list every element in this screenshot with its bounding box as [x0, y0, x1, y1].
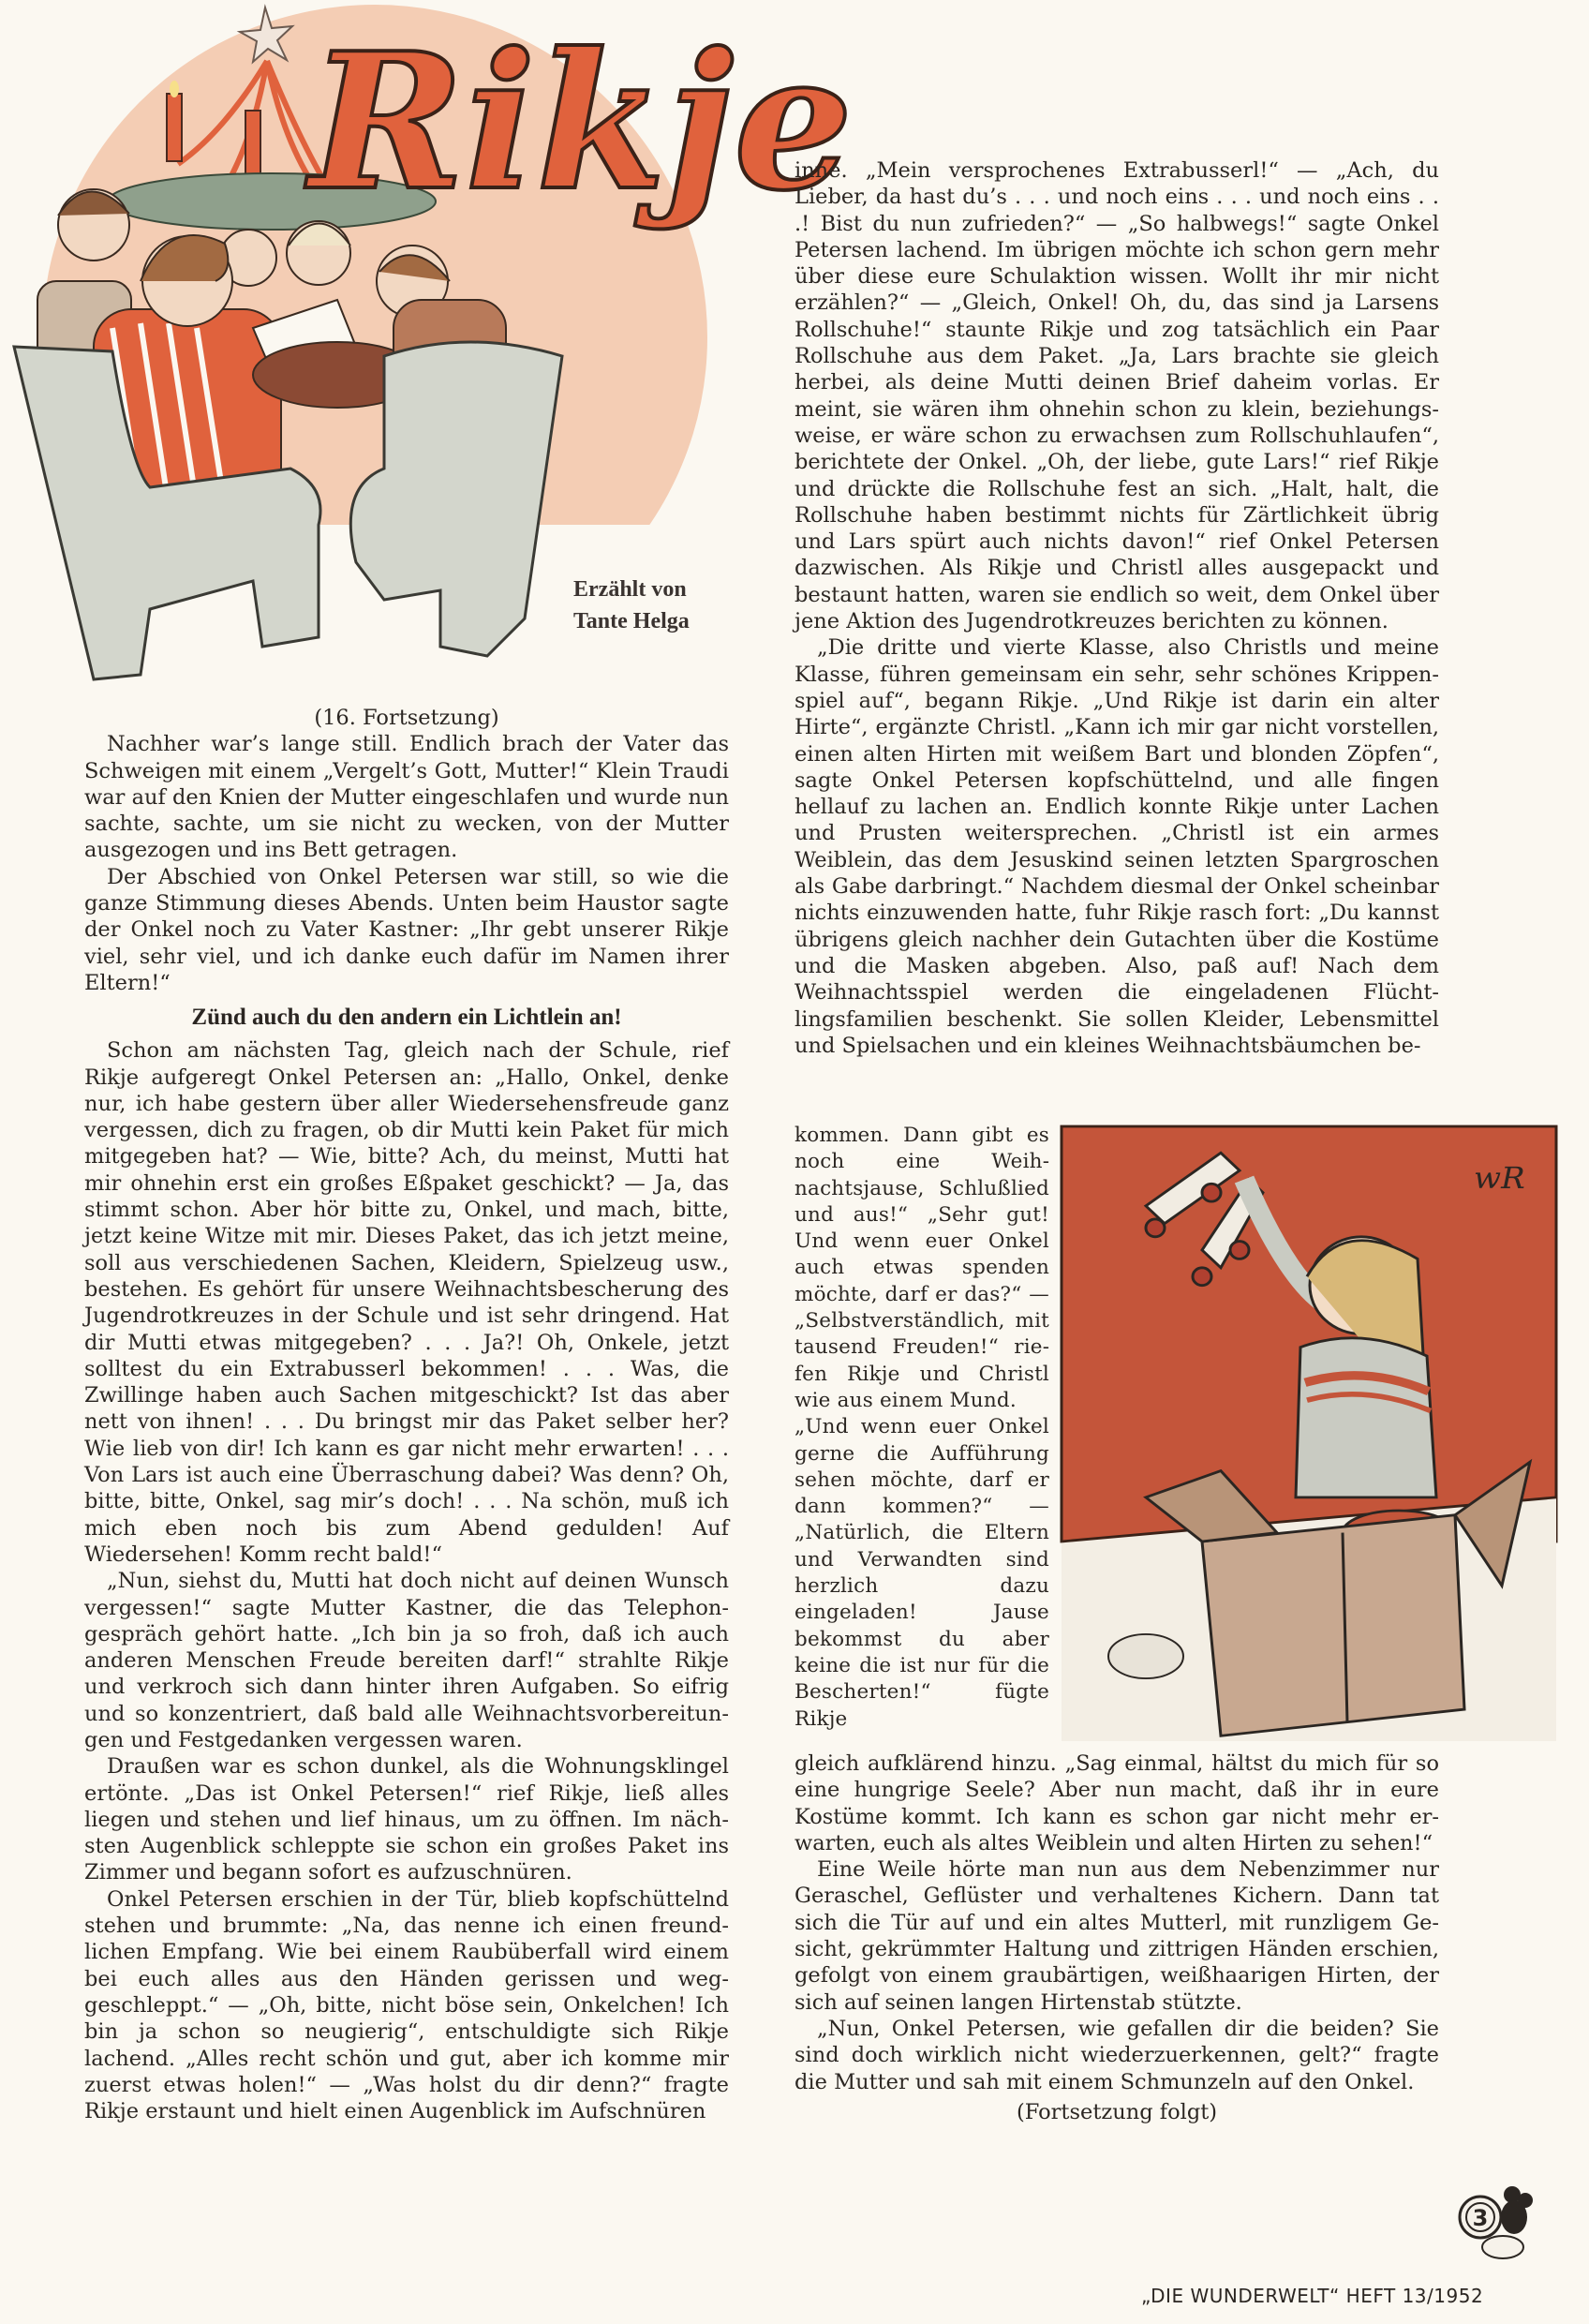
paragraph: Nachher war’s lange still. Endlich brach der Vater das Schweigen mit einem „Vergelt’s Gott, Mutter!“ Klein Traudi war auf den Knien der Mutter eingeschlafen und wurde nun sachte, sachte, um sie nicht zu wecken, von der Mutter ausgezogen und ins Bett getragen. [84, 732, 729, 863]
paragraph: Eine Weile hörte man nun aus dem Nebenzimmer nur Geraschel, Geflüster und verhaltenes Kichern. Dann tat sich die Tür auf und ein altes Mutterl, mit runzligem Gesicht, gekrümmter Haltung und zittrigen Händen erschien, gefolgt von einem graubärtigen, weißhaarigen Hirten, der sich auf seinen langen Hirtenstab stützte. [794, 1857, 1439, 2015]
paragraph: gleich aufklärend hinzu. „Sag einmal, hältst du mich für so eine hungrige Seele? Aber nun macht, daß ihr in eure Kostüme kommt. Ich kann es schon gar nicht mehr erwarten, euch als altes Weiblein und alten Hirten zu sehen!“ [794, 1751, 1439, 1855]
installment-label: (16. Fortsetzung) [314, 706, 499, 730]
knit-cap [1108, 1634, 1183, 1678]
paragraph: inne. „Mein versprochenes Extrabusserl!“ — „Ach, du Lieber, da hast du’s . . . und noch eins . . . und noch eins . . .! Bist du nun zufrieden?“ — „So halbwegs!“ sagte Onkel Petersen lachend. Im übrigen möchte ich schon gern mehr über diese eure Schulaktion wissen. Wollt ihr mir nicht erzählen?“ — „Gleich, Onkel! Oh, du, das sind ja Larsens Rollschuhe!“ staunte Rikje und zog tatsächlich ein Paar Rollschuhe aus dem Paket. „Ja, Lars brachte sie gleich herbei, als deine Mutti deinen Brief daheim vorlas. Er meint, sie wären ihm ohnehin schon zu klein, beziehungsweise, er wäre schon zu erwachsen zum Rollschuhlaufen“, berichtete der Onkel. „Oh, der liebe, gute Lars!“ rief Rikje und drückte die Rollschuhe fest an sich. „Halt, halt, die Rollschuhe haben bestimmt nichts für Zärtlichkeit übrig und Lars spürt auch nichts davon!“ rief Onkel Petersen dazwischen. Als Rikje und Christl alles ausgepackt und bestaunt hatten, waren sie endlich so weit, dem Onkel über jene Aktion des Jugendrotkreuzes berichten zu können. [794, 158, 1439, 634]
to-be-continued: (Fortsetzung folgt) [1016, 2099, 1218, 2124]
paragraph: Draußen war es schon dunkel, als die Wohnungsklingel ertönte. „Das ist Onkel Petersen!“ rief Rikje, ließ alles liegen und stehen und lief hinaus, um zu öffnen. Im nächsten Augenblick schleppte sie schon ein großes Paket ins Zimmer und begann sofort es aufzuschnüren. [84, 1754, 729, 1885]
paragraph: „Nun, Onkel Petersen, wie gefallen dir die beiden? Sie sind doch wirklich nicht wiederzuerkennen, gelt?“ fragte die Mutter und sah mit einem Schmunzeln auf den Onkel. [794, 2016, 1439, 2094]
byline [573, 574, 690, 637]
page-number-mascot [1454, 2182, 1533, 2260]
right-column-narrow [794, 1123, 1049, 1733]
byline-author: Tante Helga [573, 609, 690, 633]
magazine-footer: „DIE WUNDERWELT“ HEFT 13/1952 [1141, 2285, 1484, 2307]
story-title: Rikje [309, 12, 854, 232]
page-number: 3 [1472, 2205, 1489, 2231]
paragraph: „Die dritte und vierte Klasse, also Christls und meine Klasse, führen gemeinsam ein sehr, sehr schönes Krippenspiel auf“, begann Rikje. „Und Rikje ist darin ein alter Hirte“, ergänzte Christl. „Kann ich mir gar nicht vorstellen, einen alten Hirten mit weißem Bart und blonden Zöpfen“, sagte Onkel Petersen kopfschüttelnd, und alle fingen hellauf zu lachen an. Endlich konnte Rikje unter Lachen und Prusten weitersprechen. „Christl ist ein armes Weiblein, das dem Jesuskind seinen letzten Spargroschen als Gabe darbringt.“ Nachdem diesmal der Onkel scheinbar nichts einzuwenden hatte, fuhr Rikje rasch fort: „Du kannst übrigens gleich nachher dein Gutachten über die Kostüme und die Masken abgeben. Also, paß auf! Nach dem Weihnachtsspiel werden die eingeladenen Flüchtlingsfamilien beschenkt. Sie sollen Kleider, Lebensmittel und Spielsachen und ein kleines Weihnachtsbäumchen be- [794, 635, 1439, 1058]
section-heading: Zünd auch du den andern ein Lichtlein an! [191, 1005, 622, 1031]
right-column-top [794, 157, 1439, 1059]
paragraph: Onkel Petersen erschien in der Tür, blieb kopfschüttelnd stehen und brummte: „Na, das nenne ich einen freundlichen Empfang. Wie bei einem Raubüberfall wird einem bei euch alles aus den Händen gerissen und weggeschleppt.“ — „Oh, bitte, nicht böse sein, Onkelchen! Ich bin ja schon so neugierig“, entschuldigte sich Rikje lachend. „Alles recht schön und gut, aber ich komme mir zuerst etwas holen!“ — „Was holst du dir denn?“ fragte Rikje erstaunt und hielt einen Augenblick im Aufschnüren [84, 1886, 729, 2124]
candle-icon [245, 111, 260, 176]
girl-with-package-illustration [1062, 1126, 1556, 1741]
right-column-bottom [794, 1750, 1439, 2125]
byline-line1: Erzählt von [573, 577, 687, 602]
paragraph: Der Abschied von Onkel Petersen war still, so wie die ganze Stimmung dieses Abends. Unten beim Haustor sagte der Onkel noch zu Vater Kastner: „Ihr gebt unserer Rikje viel, sehr viel, und ich danke euch dafür im Namen ihrer Eltern!“ [84, 864, 729, 995]
artist-signature: wR [1474, 1159, 1525, 1196]
paragraph: Schon am nächsten Tag, gleich nach der Schule, rief Rikje aufgeregt Onkel Petersen an: „Hallo, Onkel, denke nur, ich habe gestern über aller Wiedersehensfreude ganz vergessen, dich zu fragen, ob dir Mutti kein Paket für mich mitgegeben hat? — Wie, bitte? Ach, du meinst, Mutti hat mir ohnehin erst ein großes Eßpaket geschickt? — Ja, das stimmt schon. Aber hör bitte zu, Onkel, und mach, bitte, jetzt keine Witze mit mir. Dieses Paket, das ich jetzt meine, soll aus verschiedenen Sachen, Kleidern, Spielzeug usw., bestehen. Es gehört für unsere Weihnachtsbescherung des Jugendrotkreuzes in der Schule und ist sehr dringend. Hat dir Mutti etwas mitgegeben? . . . Ja?! Oh, Onkele, jetzt solltest du ein Extrabusserl bekommen! . . . Was, die Zwillinge haben auch Sachen mitgeschickt? Ist das aber nett von ihnen! . . . Du bringst mir das Paket selber her? Wie lieb von dir! Ich kann es gar nicht mehr erwarten! . . . Von Lars ist auch eine Überraschung dabei? Was denn? Oh, bitte, bitte, Onkel, sag mir’s doch! . . . Na schön, muß ich mich eben noch bis zum Abend gedulden! Auf Wiedersehen! Komm recht bald!“ [84, 1038, 729, 1567]
paragraph: kommen. Dann gibt es noch eine Weihnachtsjause, Schlußlied und aus!“ „Sehr gut! Und wenn euer Onkel auch etwas spenden möchte, darf er das?“ — „Selbstverständlich, mit tausend Freuden!“ riefen Rikje und Christl wie aus einem Mund. [794, 1124, 1049, 1412]
left-column [84, 705, 729, 2124]
paragraph: „Nun, siehst du, Mutti hat doch nicht auf deinen Wunsch vergessen!“ sagte Mutter Kastner, die das Telephongespräch gehört hatte. „Ich bin ja so froh, daß ich auch anderen Menschen Freude bereiten darf!“ strahlte Rikje und verkroch sich dann hinter ihren Aufgaben. So eifrig und so konzentriert, daß bald alle Weihnachtsvorbereitungen und Festgedanken vergessen waren. [84, 1569, 729, 1752]
paragraph: „Und wenn euer Onkel gerne die Aufführung sehen möchte, darf er dann kommen?“ — „Natürlich, die Eltern und Verwandten sind herzlich dazu eingeladen! Jause bekommst du aber keine die ist nur für die Bescherten!“ fügte Rikje [794, 1415, 1049, 1731]
candle-icon [167, 94, 182, 161]
